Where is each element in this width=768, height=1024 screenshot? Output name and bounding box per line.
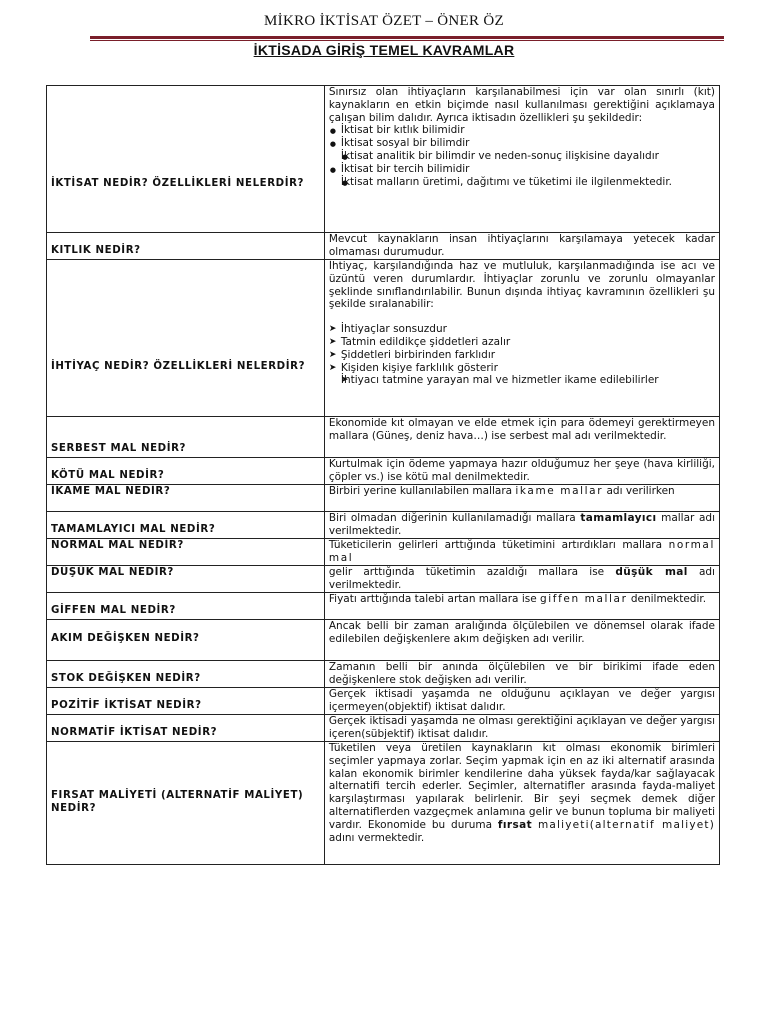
answer-cell [324,539,719,566]
question-cell: POZİTİF İKTİSAT NEDİR? [47,688,325,715]
table-row [47,417,720,458]
answer-text: Biri olmadan diğerinin kullanılamadığı mallara [328,512,581,524]
concepts-table [46,85,720,865]
document-header: MİKRO İKTİSAT ÖZET – ÖNER ÖZ [264,13,504,29]
term-highlight: normal mal [328,539,715,564]
answer-text: Birbiri yerine kullanılabilen mallara [328,485,516,497]
list-item: ➤ İhtiyacı tatmine yarayan mal ve hizmetler ikame edilebilirler [329,374,715,387]
answer-cell [324,512,719,539]
list-item: ● İktisat malların üretimi, dağıtımı ve tüketimi ile ilgilenmektedir. [329,176,715,189]
term-highlight: düşük mal [615,566,688,578]
answer-intro: Sınırsız olan ihtiyaçların karşılanabilmesi için var olan sınırlı (kıt) kaynakların en etkin biçimde nasıl kullanılması gerektiğini açıklamaya çalışan bilim dalıdır. Ayrıca iktisadın özellikleri şu şekildedir: [328,86,715,124]
answer-text: Fiyatı arttığında talebi artan mallara ise [328,593,541,605]
table-row [47,715,720,742]
term-highlight: fırsat [497,818,533,831]
table-row [47,620,720,661]
answer-cell: Ekonomide kıt olmayan ve elde etmek için para ödemeyi gerektirmeyen mallara (Güneş, deniz hava…) ise serbest mal adı verilmektedir. [324,417,719,458]
question-cell: İHTİYAÇ NEDİR? ÖZELLİKLERİ NELERDİR? [47,260,325,417]
question-cell: KITLIK NEDİR? [47,233,325,260]
table-row [47,742,720,865]
question-cell: DÜŞÜK MAL NEDİR? [47,566,325,593]
answer-cell [324,260,719,417]
answer-text: denilmektedir. [627,593,707,605]
question-cell: İKAME MAL NEDİR? [47,485,325,512]
term-highlight: maliyeti(alternatif maliyet) [537,818,716,831]
answer-cell: Zamanın belli bir anında ölçülebilen ve bir birikimi ifade eden değişkenlere stok değişken adı verilir. [324,661,719,688]
bullet-list [329,124,715,188]
list-item: ➤ Kişiden kişiye farklılık gösterir [329,362,715,375]
list-item: ➤ Tatmin edildikçe şiddetleri azalır [329,336,715,349]
table-row [47,485,720,512]
list-item: ● İktisat bir kıtlık bilimidir [329,124,715,137]
table-row [47,512,720,539]
question-cell: TAMAMLAYICI MAL NEDİR? [47,512,325,539]
answer-cell [324,566,719,593]
answer-cell [324,742,719,865]
list-item: ● İktisat bir tercih bilimidir [329,163,715,176]
answer-cell: Ancak belli bir zaman aralığında ölçülebilen ve dönemsel olarak ifade edilebilen değişkenlere akım değişken adı verilir. [324,620,719,661]
header-rule-thin [90,40,724,41]
list-item: ● İktisat sosyal bir bilimdir [329,137,715,150]
question-cell: GİFFEN MAL NEDİR? [47,593,325,620]
question-text: İKTİSAT NEDİR? ÖZELLİKLERİ NELERDİR? [51,178,305,190]
answer-cell: Gerçek iktisadi yaşamda ne olduğunu açıklayan ve değer yargısı içermeyen(objektif) iktisat dalıdır. [324,688,719,715]
question-cell: AKIM DEĞİŞKEN NEDİR? [47,620,325,661]
answer-intro: İhtiyaç, karşılandığında haz ve mutluluk, karşılanmadığında ise acı ve üzüntü veren durumlardır. İhtiyaçlar zorunlu ve zorunlu olmayanlar şeklinde sınıflandırılabilir. Bunun dışında ihtiyaç kavramının özellikleri şu şekilde sıralanabilir: [328,260,715,311]
header-rule [90,36,724,39]
table-row [47,593,720,620]
table-row [47,86,720,233]
table-row [47,661,720,688]
question-cell: STOK DEĞİŞKEN NEDİR? [47,661,325,688]
bullet-list [329,323,715,387]
table-row [47,260,720,417]
question-cell: SERBEST MAL NEDİR? [47,417,325,458]
table-row [47,688,720,715]
table-row [47,233,720,260]
term-highlight: tamamlayıcı [580,512,657,524]
list-item: ➤ İhtiyaçlar sonsuzdur [329,323,715,336]
answer-text: adı verilmektedir. [328,566,715,591]
table-row [47,458,720,485]
list-item: ● İktisat analitik bir bilimdir ve neden-sonuç ilişkisine dayalıdır [329,150,715,163]
answer-cell [324,485,719,512]
table-row [47,539,720,566]
question-cell: NORMATİF İKTİSAT NEDİR? [47,715,325,742]
answer-cell [324,86,719,233]
answer-text: mallar adı verilmektedir. [328,512,715,537]
answer-text: Tüketicilerin gelirleri arttığında tüketimini artırdıkları mallara [328,539,669,551]
question-cell: KÖTÜ MAL NEDİR? [47,458,325,485]
table-row [47,566,720,593]
answer-text: adı verilirken [603,485,675,497]
answer-text: adını vermektedir. [328,831,425,844]
question-cell: FIRSAT MALİYETİ (ALTERNATİF MALİYET) NEDİR? [47,742,325,865]
answer-cell: Gerçek iktisadi yaşamda ne olması gerektiğini açıklayan ve değer yargısı içeren(sübjektif) iktisat dalıdır. [324,715,719,742]
term-highlight: giffen mallar [540,593,628,605]
question-cell [47,86,325,233]
list-item: ➤ Şiddetleri birbirinden farklıdır [329,349,715,362]
term-highlight: ikame mallar [515,485,604,497]
page-title: İKTİSADA GİRİŞ TEMEL KAVRAMLAR [253,42,515,58]
question-cell: NORMAL MAL NEDİR? [47,539,325,566]
answer-cell: Kurtulmak için ödeme yapmaya hazır olduğumuz her şeye (hava kirliliği, çöpler vs.) ise kötü mal denilmektedir. [324,458,719,485]
answer-text: Tüketilen veya üretilen kaynakların kıt olması ekonomik birimleri seçimler yapmaya zorlar. Seçim yapmak için en az iki alternatif arasında kalan ekonomik birimler kendilerine daha yüksek fayda/kar sağlayacak alternatifi tercih ederler. Seçimler, alternatifler arasında fayda-maliyet karşılaştırması yapılarak belirlenir. Bir şeyi seçmek demek diğer alternatiflerden vazgeçmek anlamına gelir ve bunun topluma bir maliyeti vardır. Ekonomide bu duruma [328,742,715,831]
answer-cell [324,593,719,620]
answer-cell: Mevcut kaynakların insan ihtiyaçlarını karşılamaya yetecek kadar olmaması durumudur. [324,233,719,260]
answer-text: gelir arttığında tüketimin azaldığı mallara ise [328,566,616,578]
